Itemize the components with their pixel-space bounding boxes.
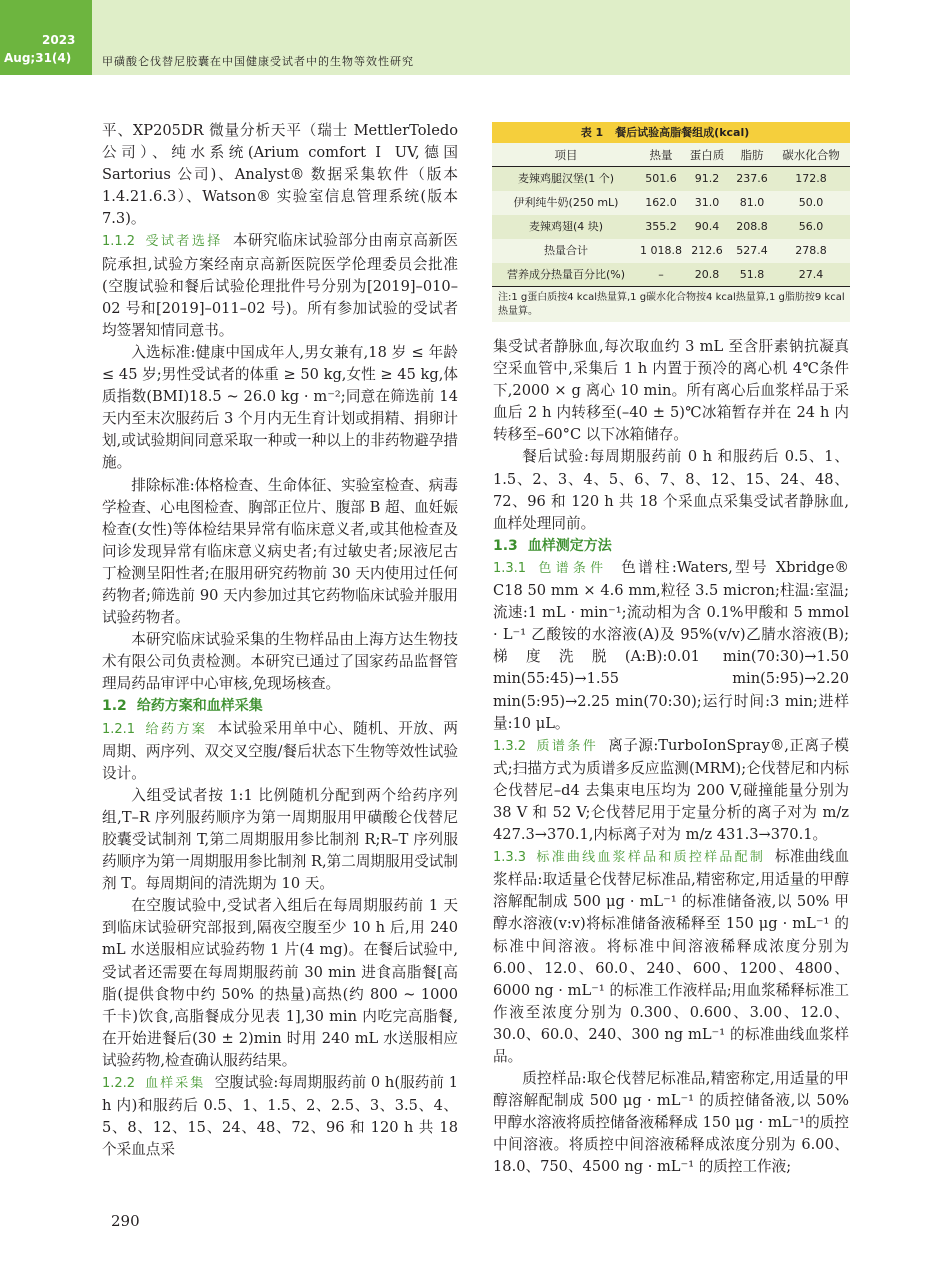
table-cell: 81.0 xyxy=(739,196,765,209)
right-column xyxy=(493,336,849,1179)
paragraph-bio-samples: 本研究临床试验采集的生物样品由上海方达生物技术有限公司负责检测。本研究已通过了国家药品监督管理局药品审评中心审核,免现场核查。 xyxy=(102,631,458,693)
section-1-2-2 xyxy=(102,1072,458,1161)
section-title: 色谱条件 xyxy=(536,560,608,576)
paragraph-fasting: 在空腹试验中,受试者入组后在每周期服药前 1 天到临床试验研究部报到,隔夜空腹至少 10 h 后,用 240 mL 水送服相应试验药物 1 片(4 mg)。在餐后试验中,受试者还需要在每周期服药前 30 min 进食高脂餐[高脂(提供食物中约 50% 的热量)高热(约 800 ~ 1000 千卡)饮食,高脂餐成分见表 1],30 min 内吃完高脂餐,在开始进餐后(30 ± 2)min 时用 240 mL 水送服相应试验药物,检查确认服药结果。 xyxy=(102,897,458,1069)
table-cell: 营养成分热量百分比(%) xyxy=(506,268,626,281)
page-number: 290 xyxy=(111,1212,140,1230)
column-header: 热量 xyxy=(649,148,673,162)
paragraph-randomization: 入组受试者按 1:1 比例随机分配到两个给药序列组,T–R 序列服药顺序为第一周期服用甲磺酸仑伐替尼胶囊受试制剂 T,第二周期服用参比制剂 R;R–T 序列服药顺序为第一周期服用参比制剂 R,第二周期服用受试制剂 T。每周期间的清洗期为 10 天。 xyxy=(102,786,458,893)
section-title: 血样测定方法 xyxy=(527,537,612,554)
table-row xyxy=(492,215,850,239)
section-title: 血样采集 xyxy=(145,1076,206,1092)
table-cell: – xyxy=(658,268,664,281)
section-1-3-1 xyxy=(493,557,849,735)
table-row xyxy=(492,239,850,263)
running-header xyxy=(0,0,850,75)
section-title: 质谱条件 xyxy=(536,738,599,754)
table-cell: 56.0 xyxy=(798,220,824,233)
section-1-3-2 xyxy=(493,735,849,846)
column-header: 蛋白质 xyxy=(689,148,725,162)
section-body: 空腹试验:每周期服药前 0 h(服药前 1 h 内)和服药后 0.5、1、1.5、2、2.5、3、3.5、4、5、8、12、15、24、48、72、96 和 120 h 共 18 个采血点采 xyxy=(102,1074,458,1159)
table-cell: 501.6 xyxy=(645,172,677,185)
section-heading xyxy=(102,722,207,737)
table-cell: 162.0 xyxy=(645,196,677,209)
table-row xyxy=(492,263,850,287)
section-number: 1.3.1 xyxy=(493,560,527,576)
table-cell: 27.4 xyxy=(798,268,824,281)
table-cell: 热量合计 xyxy=(544,244,588,257)
table-cell: 278.8 xyxy=(795,244,827,257)
section-number: 1.1.2 xyxy=(102,234,136,250)
header-volume: Aug;31(4) xyxy=(4,51,72,65)
paragraph-instruments: 平、XP205DR 微量分析天平（瑞士 MettlerToledo 公司）、纯水系统(Arium comfort Ⅰ UV,德国 Sartorius 公司)、Analyst® 数据采集软件（版本 1.4.21.6.3）、Watson® 实验室信息管理系统(版本 7.3)。 xyxy=(102,122,458,228)
table-caption: 餐后试验高脂餐组成(kcal) xyxy=(615,126,750,139)
table-cell: 50.0 xyxy=(798,196,824,209)
section-number: 1.3.3 xyxy=(493,850,527,866)
section-title: 受试者选择 xyxy=(145,234,223,250)
header-year: 2023 xyxy=(42,33,76,47)
table-cell: 172.8 xyxy=(795,172,827,185)
table-cell: 237.6 xyxy=(736,172,768,185)
table-cell: 51.8 xyxy=(739,268,765,281)
section-number: 1.2.2 xyxy=(102,1076,136,1092)
section-1-2-1 xyxy=(102,718,458,785)
table-cell: 208.8 xyxy=(736,220,768,233)
table-cell: 91.2 xyxy=(694,172,720,185)
section-body: 色谱柱:Waters,型号 Xbridge® C18 50 mm × 4.6 mm,粒径 3.5 micron;柱温:室温;流速:1 mL · min⁻¹;流动相为含 0.1%甲酸和 5 mmol · L⁻¹ 乙酸铵的水溶液(A)及 95%(v/v)乙腈水溶液(B);梯度洗脱(A:B):0.01 min(70:30)→1.50 min(55:45)→1.55 min(5:95)→2.20 min(5:95)→2.25 min(70:30);运行时间:3 min;进样量:10 μL。 xyxy=(493,558,850,732)
section-body: 本试验采用单中心、随机、开放、两周期、两序列、双交叉空腹/餐后状态下生物等效性试验设计。 xyxy=(102,719,458,782)
table-cell: 90.4 xyxy=(694,220,720,233)
table-row xyxy=(492,167,850,191)
section-heading xyxy=(102,234,223,249)
section-title: 标准曲线血浆样品和质控样品配制 xyxy=(536,850,766,866)
section-heading xyxy=(493,850,765,865)
table-note: 注:1 g蛋白质按4 kcal热量算,1 g碳水化合物按4 kcal热量算,1 g脂肪按9 kcal热量算。 xyxy=(498,292,845,317)
paragraph-blood-processing: 集受试者静脉血,每次取血约 3 mL 至含肝素钠抗凝真空采血管中,采集后 1 h 内置于预冷的离心机 4℃条件下,2000 × g 离心 10 min。所有离心后血浆样品于采血后 2 h 内转移至(–40 ± 5)℃冰箱暂存并在 24 h 内转移至–60°C 以下冰箱储存。 xyxy=(493,338,849,444)
section-heading xyxy=(102,1076,205,1091)
section-body: 离子源:TurboIonSpray®,正离子模式;扫描方式为质谱多反应监测(MRM);仑伐替尼和内标仑伐替尼–d4 去集束电压均为 200 V,碰撞能量分别为 38 V 和 52 V;仑伐替尼用于定量分析的离子对为 m/z 427.3→370.1,内标离子对为 m/z 431.3→370.1。 xyxy=(493,736,849,844)
paragraph-qc-samples: 质控样品:取仑伐替尼标准品,精密称定,用适量的甲醇溶解配制成 500 μg · mL⁻¹ 的质控储备液,以 50%甲醇水溶液将质控储备液稀释成 150 μg · mL⁻¹的质控中间溶液。将质控中间溶液稀释成浓度分别为 6.00、18.0、750、4500 ng · mL⁻¹ 的质控工作液; xyxy=(493,1070,849,1176)
section-number: 1.3.2 xyxy=(493,738,527,754)
column-header: 项目 xyxy=(554,148,578,162)
table-cell: 麦辣鸡腿汉堡(1 个) xyxy=(517,172,615,185)
section-1-3-3 xyxy=(493,846,849,1068)
table-title xyxy=(492,122,850,143)
table-row xyxy=(492,191,850,215)
section-1-1-2 xyxy=(102,230,458,341)
section-1-3-heading xyxy=(493,535,849,557)
section-number: 1.3 xyxy=(493,537,518,554)
section-heading xyxy=(493,561,607,576)
table-cell: 1 018.8 xyxy=(640,244,682,257)
section-body: 标准曲线血浆样品:取适量仑伐替尼标准品,精密称定,用适量的甲醇溶解配制成 500 μg · mL⁻¹ 的标准储备液,以 50% 甲醇水溶液(v:v)将标准储备液稀释至 150 μg · mL⁻¹ 的标准中间溶液。将标准中间溶液稀释成浓度分别为 6.00、12.0、60.0、240、600、1200、4800、6000 ng · mL⁻¹ 的标准工作液样品;用血浆稀释标准工作液至浓度分别为 0.300、0.600、3.00、12.0、30.0、60.0、240、300 ng mL⁻¹ 的标准曲线血浆样品。 xyxy=(493,848,849,1065)
table-header-row xyxy=(492,143,850,167)
table-cell: 伊利纯牛奶(250 mL) xyxy=(513,196,619,209)
left-column xyxy=(102,120,458,1161)
table-label: 表 1 xyxy=(580,126,604,139)
table-1 xyxy=(492,122,850,322)
table-cell: 麦辣鸡翅(4 块) xyxy=(528,220,604,233)
column-header: 碳水化合物 xyxy=(782,148,840,162)
paragraph-fed-sampling: 餐后试验:每周期服药前 0 h 和服药后 0.5、1、1.5、2、3、4、5、6、7、8、12、15、24、48、72、96 和 120 h 共 18 个采血点采集受试者静脉血,血样处理同前。 xyxy=(493,448,849,532)
table-cell: 527.4 xyxy=(736,244,768,257)
section-heading xyxy=(493,739,598,754)
section-title: 给药方案 xyxy=(145,721,208,737)
paragraph-inclusion: 入选标准:健康中国成年人,男女兼有,18 岁 ≤ 年龄 ≤ 45 岁;男性受试者的体重 ≥ 50 kg,女性 ≥ 45 kg,体质指数(BMI)18.5 ~ 26.0 kg · m⁻²;同意在筛选前 14 天内至末次服药后 3 个月内无生育计划或捐精、捐卵计划,或试验期间同意采取一种或一种以上的非药物避孕措施。 xyxy=(102,343,458,472)
section-title: 给药方案和血样采集 xyxy=(136,698,263,715)
table-cell: 212.6 xyxy=(691,244,723,257)
header-tab xyxy=(0,0,92,75)
section-body: 本研究临床试验部分由南京高新医院承担,试验方案经南京高新医院医学伦理委员会批准(空腹试验和餐后试验伦理批件号分别为[2019]–010–02 号和[2019]–011–02 号)。所有参加试验的受试者均签署知情同意书。 xyxy=(102,232,458,339)
table-cell: 20.8 xyxy=(694,268,720,281)
section-1-2-heading xyxy=(102,695,458,717)
section-number: 1.2.1 xyxy=(102,721,136,737)
table-cell: 355.2 xyxy=(645,220,677,233)
table-cell: 31.0 xyxy=(694,196,720,209)
paragraph-exclusion: 排除标准:体格检查、生命体征、实验室检查、病毒学检查、心电图检查、胸部正位片、腹部 B 超、血妊娠检查(女性)等体检结果异常有临床意义者,或其他检查及问诊发现异常有临床意义病史者;有过敏史者;尿液尼古丁检测呈阳性者;在服用研究药物前 30 天内使用过任何药物者;筛选前 90 天内参加过其它药物临床试验并服用试验药物者。 xyxy=(102,476,458,627)
section-number: 1.2 xyxy=(102,698,127,715)
column-header: 脂肪 xyxy=(740,148,764,162)
running-title: 甲磺酸仑伐替尼胶囊在中国健康受试者中的生物等效性研究 xyxy=(102,55,414,68)
